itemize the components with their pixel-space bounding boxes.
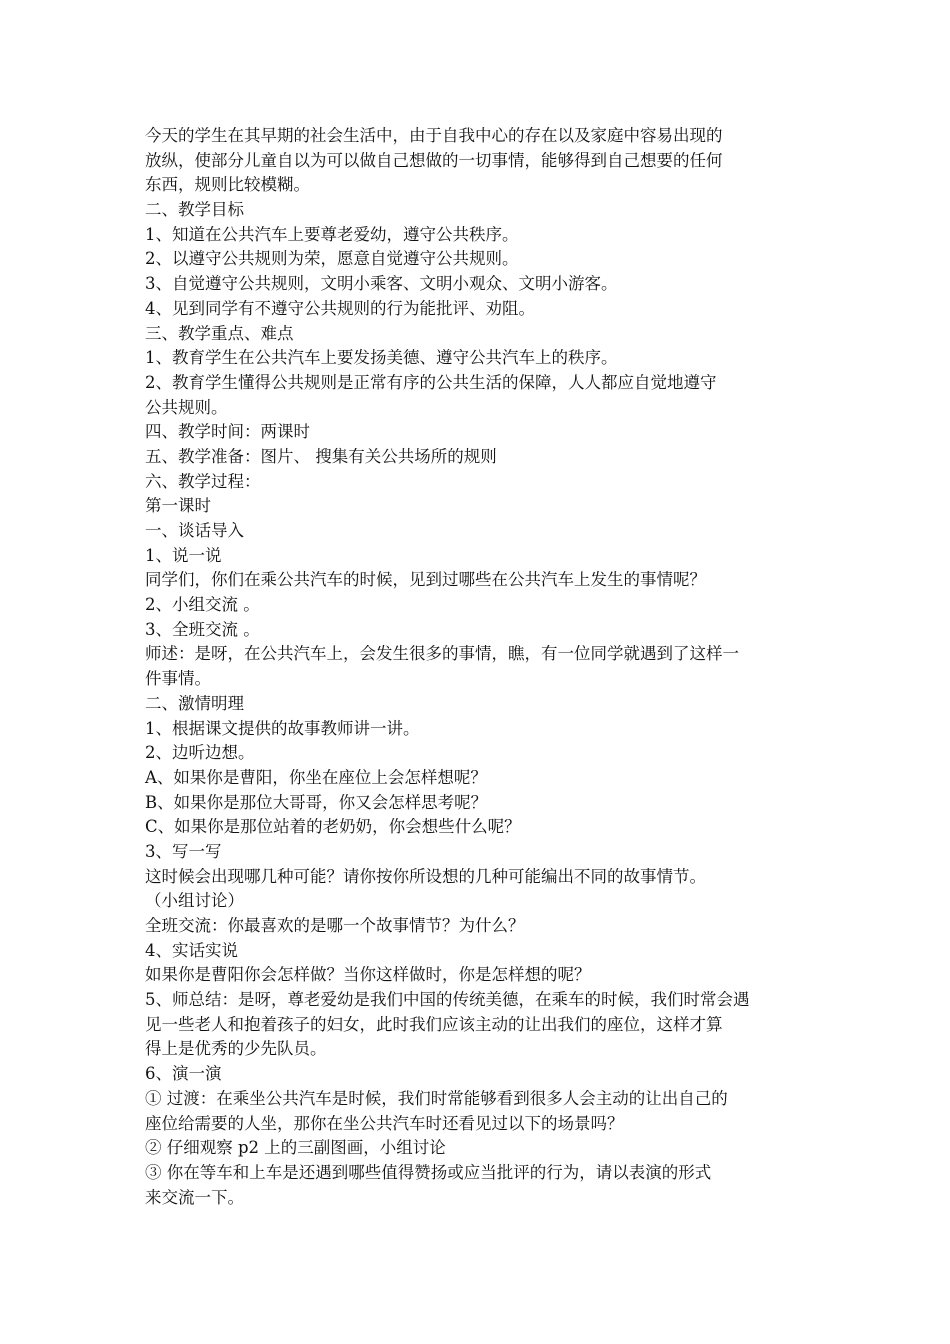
section-heading: 四、教学时间：两课时: [145, 422, 310, 442]
list-item: 6、演一演: [145, 1064, 222, 1084]
list-item: 1、知道在公共汽车上要尊老爱幼，遵守公共秩序。: [145, 224, 519, 244]
list-item: 3、全班交流 。: [145, 619, 260, 639]
list-item: 2、边听边想。: [145, 743, 255, 763]
list-item: 5、师总结：是呀，尊老爱幼是我们中国的传统美德，在乘车的时候，我们时常会遇: [145, 990, 750, 1010]
list-item: 3、自觉遵守公共规则，文明小乘客、文明小观众、文明小游客。: [145, 274, 618, 294]
list-item: 4、实话实说: [145, 940, 238, 960]
section-heading: 二、教学目标: [145, 200, 244, 220]
text-line: 得上是优秀的少先队员。: [145, 1039, 327, 1059]
list-item: C、如果你是那位站着的老奶奶，你会想些什么呢？: [145, 817, 521, 837]
list-item: B、如果你是那位大哥哥，你又会怎样思考呢？: [145, 792, 488, 812]
subsection-heading: 第一课时: [145, 496, 211, 516]
text-line: 见一些老人和抱着孩子的妇女，此时我们应该主动的让出我们的座位，这样才算: [145, 1014, 723, 1034]
list-item: 4、见到同学有不遵守公共规则的行为能批评、劝阻。: [145, 298, 535, 318]
section-heading: 五、教学准备：图片、 搜集有关公共场所的规则: [145, 446, 497, 466]
list-item: 2、小组交流 。: [145, 595, 260, 615]
list-item: ③ 你在等车和上车是还遇到哪些值得赞扬或应当批评的行为，请以表演的形式: [145, 1162, 712, 1182]
list-item: A、如果你是曹阳，你坐在座位上会怎样想呢？: [145, 767, 487, 787]
text-line: 放纵，使部分儿童自以为可以做自己想做的一切事情，能够得到自己想要的任何: [145, 150, 723, 170]
list-item: 3、写一写: [145, 841, 222, 861]
text-line: 师述：是呀，在公共汽车上，会发生很多的事情，瞧，有一位同学就遇到了这样一: [145, 644, 739, 664]
section-heading: 一、谈话导入: [145, 521, 244, 540]
text-line: 全班交流：你最喜欢的是哪一个故事情节？为什么？: [145, 916, 525, 935]
section-heading: 二、激情明理: [145, 693, 244, 713]
section-heading: 六、教学过程：: [145, 471, 261, 491]
text-line: 来交流一下。: [145, 1187, 244, 1207]
text-line: 公共规则。: [145, 397, 228, 417]
text-line: 同学们，你们在乘公共汽车的时候，见到过哪些在公共汽车上发生的事情呢？: [145, 570, 706, 590]
text-line: 东西，规则比较模糊。: [145, 175, 310, 195]
text-line: 今天的学生在其早期的社会生活中，由于自我中心的存在以及家庭中容易出现的: [145, 126, 723, 145]
text-line: 这时候会出现哪几种可能？请你按你所设想的几种可能编出不同的故事情节。: [145, 866, 706, 886]
text-line: 座位给需要的人坐，那你在坐公共汽车时还看见过以下的场景吗？: [145, 1113, 624, 1133]
section-heading: 三、教学重点、难点: [145, 323, 294, 343]
text-line: 如果你是曹阳你会怎样做？当你这样做时，你是怎样想的呢？: [145, 965, 591, 985]
list-item: 1、教育学生在公共汽车上要发扬美德、遵守公共汽车上的秩序。: [145, 348, 618, 368]
list-item: ① 过渡：在乘坐公共汽车是时候，我们时常能够看到很多人会主动的让出自己的: [145, 1088, 728, 1108]
document-body: [145, 124, 815, 1210]
list-item: 2、以遵守公共规则为荣，愿意自觉遵守公共规则。: [145, 249, 519, 269]
text-line: 件事情。: [145, 669, 211, 689]
list-item: 1、根据课文提供的故事教师讲一讲。: [145, 718, 420, 738]
list-item: 1、说一说: [145, 545, 222, 565]
text-line: （小组讨论）: [145, 891, 244, 911]
list-item: ② 仔细观察 p2 上的三副图画，小组讨论: [145, 1138, 446, 1158]
list-item: 2、教育学生懂得公共规则是正常有序的公共生活的保障，人人都应自觉地遵守: [145, 372, 717, 392]
